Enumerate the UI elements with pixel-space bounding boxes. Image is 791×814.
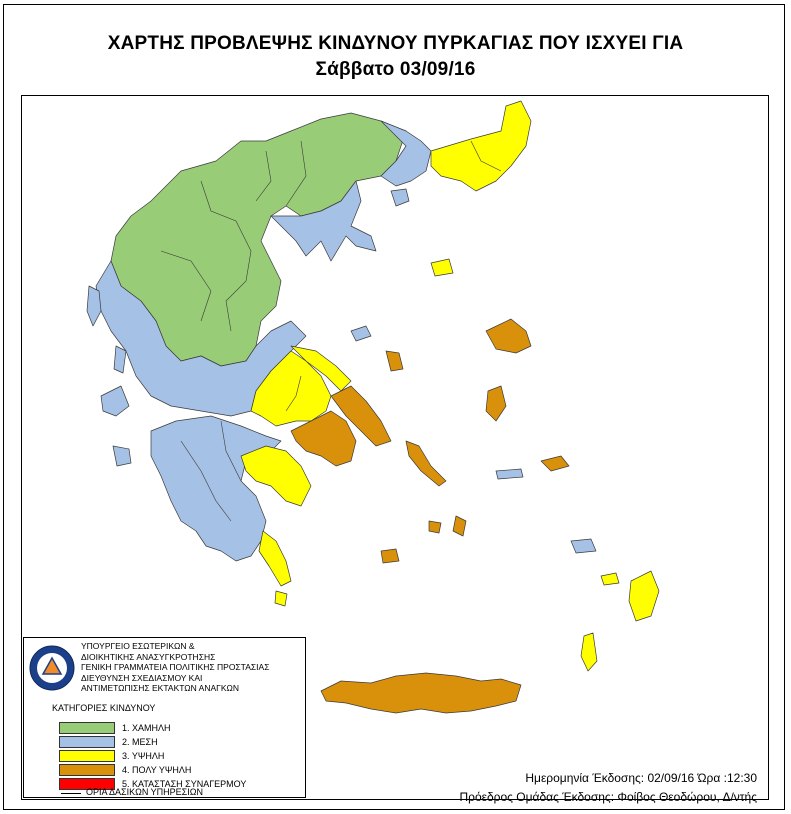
island-naxos-very-high	[453, 516, 466, 536]
ministry-line: ΥΠΟΥΡΓΕΙΟ ΕΣΩΤΕΡΙΚΩΝ &	[81, 641, 195, 651]
island-thasos-medium	[391, 189, 409, 206]
ministry-text	[81, 641, 269, 694]
ministry-line: ΔΙΕΥΘΥΝΣΗ ΣΧΕΔΙΑΣΜΟΥ ΚΑΙ	[81, 672, 203, 683]
island-kefalonia-medium	[101, 386, 129, 416]
legend-swatch	[59, 750, 115, 762]
legend-swatch	[59, 736, 115, 748]
map-legend	[23, 637, 306, 798]
issue-date: Ημερομηνία Έκδοσης: 02/09/16 Ώρα :12:30	[525, 771, 757, 785]
island-samos-very-high	[541, 456, 569, 471]
island-paros-very-high	[429, 521, 441, 533]
island-lesvos-very-high	[486, 319, 531, 353]
ministry-line: ΑΝΤΙΜΕΤΩΠΙΣΗΣ ΕΚΤΑΚΤΩΝ ΑΝΑΓΚΩΝ	[81, 683, 239, 693]
ministry-line: ΔΙΟΙΚΗΤΙΚΗΣ ΑΝΑΣΥΓΚΡΟΤΗΣΗΣ	[81, 651, 216, 662]
legend-item-low	[59, 722, 299, 734]
border-line-symbol	[61, 793, 81, 794]
legend-swatch	[59, 764, 115, 776]
island-crete-very-high	[321, 673, 521, 713]
island-zakynthos-medium	[113, 446, 131, 466]
civil-protection-logo	[28, 641, 76, 695]
legend-swatch	[59, 722, 115, 734]
legend-label: 1. ΧΑΜΗΛΗ	[122, 723, 171, 733]
legend-item-medium	[59, 736, 299, 748]
border-label: ΟΡΙΑ ΔΑΣΙΚΩΝ ΥΠΗΡΕΣΙΩΝ	[86, 787, 203, 797]
island-andros-very-high	[406, 441, 446, 486]
island-kalymnos-medium	[571, 539, 596, 553]
ministry-line: ΓΕΝΙΚΗ ΓΡΑΜΜΑΤΕΙΑ ΠΟΛΙΤΙΚΗΣ ΠΡΟΣΤΑΣΙΑΣ	[81, 662, 270, 672]
island-rhodes-high	[629, 571, 659, 621]
island-chios-very-high	[486, 386, 506, 421]
categories-title: ΚΑΤΗΓΟΡΙΕΣ ΚΙΝΔΥΝΟΥ	[52, 703, 156, 713]
map-date: Σάββατο 03/09/16	[315, 59, 476, 80]
region-laconia-high	[259, 531, 291, 586]
legend-item-high	[59, 750, 299, 762]
legend-label: 3. ΥΨΗΛΗ	[122, 751, 165, 761]
legend-label: 4. ΠΟΛΥ ΥΨΗΛΗ	[122, 765, 192, 775]
island-ikaria-medium	[496, 469, 523, 479]
island-kos-high	[601, 573, 619, 585]
island-lefkada-medium	[114, 346, 126, 373]
island-milos-very-high	[381, 549, 399, 563]
island-kythira-high	[275, 591, 287, 606]
map-title: ΧΑΡΤΗΣ ΠΡΟΒΛΕΨΗΣ ΚΙΝΔΥΝΟΥ ΠΥΡΚΑΓΙΑΣ ΠΟΥ ΙΣΧΥΕΙ ΓΙΑ	[107, 33, 684, 54]
issue-author: Πρόεδρος Ομάδας Έκδοσης: Φοίβος Θεοδώρου, Δ/ντής	[459, 790, 757, 804]
island-lemnos-very-high	[386, 351, 403, 371]
legend-label: 5. ΚΑΤΑΣΤΑΣΗ ΣΥΝΑΓΕΡΜΟΥ	[122, 779, 247, 789]
legend-item-very-high	[59, 764, 299, 776]
island-karpathos-high	[581, 633, 597, 671]
legend-label: 2. ΜΕΣΗ	[122, 737, 158, 747]
island-corfu-medium	[87, 286, 101, 326]
region-thrace-high	[431, 101, 531, 191]
island-samothrace-high	[431, 259, 453, 276]
island-sporades-medium	[351, 326, 371, 341]
